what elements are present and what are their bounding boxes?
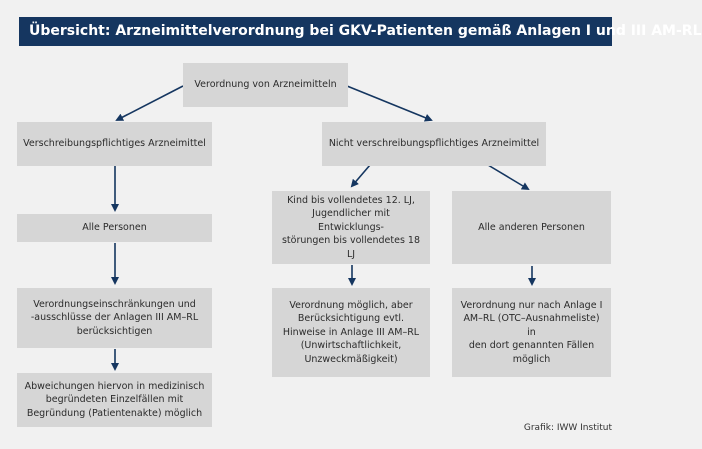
arrow-root-to-nonrx: [347, 86, 431, 120]
node-annex-only: [452, 288, 611, 377]
arrow-nonrx-to-other: [488, 165, 528, 189]
node-all-persons: [17, 214, 212, 242]
node-exceptions-line: Begründung (Patientenakte) möglich: [26, 407, 203, 419]
node-restrictions-line: -ausschlüsse der Anlagen III AM–RL: [30, 312, 199, 324]
node-restrictions: [17, 288, 212, 348]
node-non-rx-drug-label: Nicht verschreibungspflichtiges Arzneimittel: [328, 138, 540, 150]
node-possible-line: Verordnung möglich, aber: [289, 299, 413, 311]
node-child-line: Jugendlicher mit Entwicklungs-: [312, 208, 390, 233]
node-rx-drug: [17, 122, 212, 166]
node-non-rx-drug: [322, 122, 546, 166]
node-restrictions-line: berücksichtigen: [76, 325, 153, 337]
node-all-persons-label: Alle Personen: [82, 222, 147, 234]
node-exceptions: [17, 373, 212, 427]
graphic-credit: Grafik: IWW Institut: [523, 423, 612, 433]
node-child-line: störungen bis vollendetes 18 LJ: [281, 235, 421, 260]
node-child-adolescent: [272, 191, 430, 264]
node-child-line: Kind bis vollendetes 12. LJ,: [287, 194, 415, 206]
node-prescribing-label: Verordnung von Arzneimitteln: [194, 79, 337, 91]
node-possible-line: Hinweise in Anlage III AM–RL: [282, 326, 420, 338]
arrow-nonrx-to-child: [352, 165, 370, 186]
node-other-persons-label: Alle anderen Personen: [478, 221, 585, 233]
node-annex-line: möglich: [512, 353, 551, 365]
node-possible-line: (Unwirtschaftlichkeit,: [300, 340, 402, 352]
page-title: Übersicht: Arzneimittelverordnung bei GKV-Patienten gemäß Anlagen I und III AM-RL: [19, 17, 612, 46]
node-exceptions-line: Abweichungen hiervon in medizinisch: [24, 380, 205, 392]
node-annex-line: Verordnung nur nach Anlage I: [460, 299, 603, 311]
node-other-persons: [452, 191, 611, 264]
node-annex-line: AM–RL (OTC–Ausnahmeliste) in: [463, 313, 600, 338]
node-restrictions-line: Verordnungseinschränkungen und: [33, 298, 196, 310]
node-prescription-possible: [272, 288, 430, 377]
arrow-root-to-rx: [117, 86, 183, 120]
node-prescribing: [183, 63, 348, 107]
node-possible-line: Berücksichtigung evtl.: [297, 313, 405, 325]
node-annex-line: den dort genannten Fällen: [468, 340, 595, 352]
node-exceptions-line: begründeten Einzelfällen mit: [45, 394, 184, 406]
node-rx-drug-label: Verschreibungspflichtiges Arzneimittel: [23, 138, 206, 150]
node-possible-line: Unzweckmäßigkeit): [304, 353, 398, 365]
